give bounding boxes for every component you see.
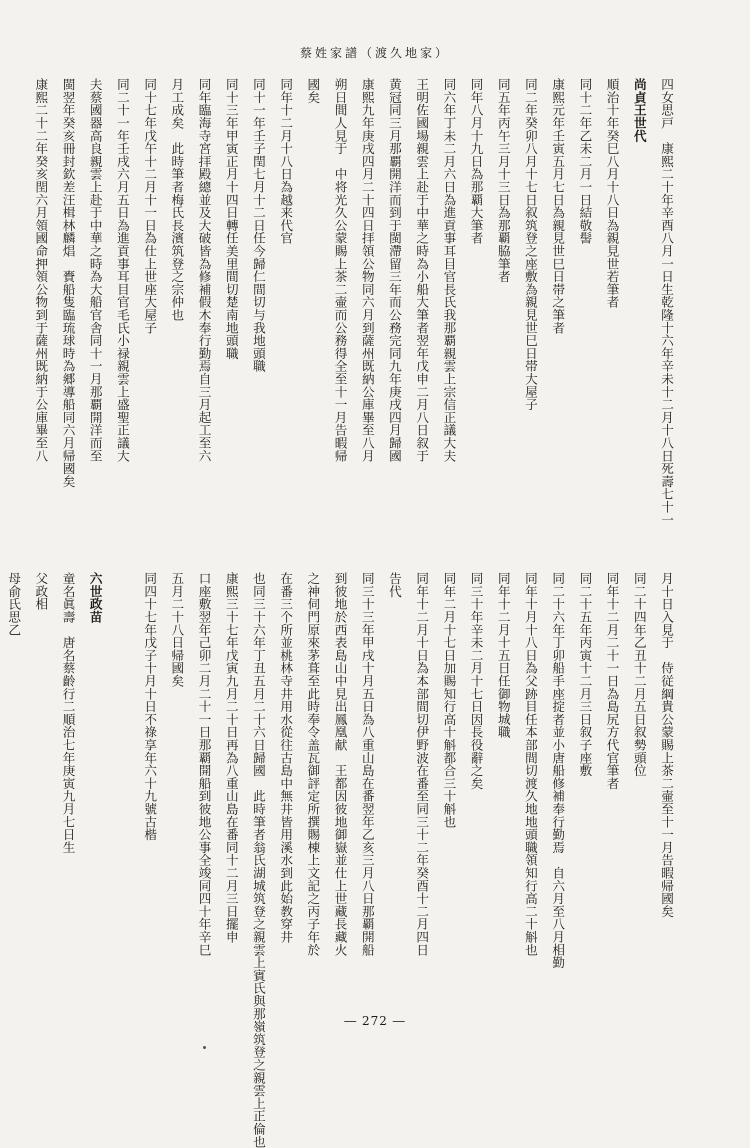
text-column: 口座敷翌年己卯二月二十一日那覇開船到彼地公事全竣同四十年辛巳 <box>196 572 212 956</box>
page-header: 蔡姓家譜（渡久地家） <box>299 46 450 60</box>
page-number: ― 272 ― <box>344 1014 406 1028</box>
text-column: 之神伺門原來茅葺至此時奉令盖瓦御評定所撰賜棟上文記之丙子年於 <box>305 572 321 956</box>
text-column: 同四十七年戊子十月十日不祿享年六十九號古楷 <box>142 572 158 841</box>
text-column: 尚貞王世代 <box>631 78 647 142</box>
text-column: 朔日間人見于 中将光久公蒙賜上茶二壷而公務得全至十一月告暇帰 <box>332 78 348 462</box>
text-column: 同年十二月十五日任御物城職 <box>495 572 511 739</box>
text-column: 告代 <box>386 572 402 598</box>
text-column: 同年八月十九日為那覇大筆者 <box>468 78 484 245</box>
text-column: 同年十二月十日為本部間切伊野波在番至同三十二年癸酉十二月四日 <box>414 572 430 956</box>
text-column: 順治十年癸巳八月十八日為親見世若筆者 <box>604 78 620 309</box>
text-column: 夫蔡國器高良親雲上赴于中華之時為大船官舎同十一月那覇開洋而至 <box>87 78 103 462</box>
text-column: 五月二十八日帰國矣 <box>169 572 185 688</box>
text-column: 同二年癸卯八月十七日叙筑登之座敷為親見世巳日帯大屋子 <box>522 78 538 411</box>
text-column: 月十日入見于 侍従綱貴公蒙賜上茶二壷至十一月告暇帰國矣 <box>659 572 674 918</box>
text-column: 四女思戸 康熙二十年辛酉八月一日生乾隆十六年辛未十二月十八日死壽七十一 <box>659 78 674 526</box>
text-column: 同十二年乙未二月一日結敬髻 <box>577 78 593 245</box>
text-column: 同二十六年丁卯船手座掟者並小唐船修補奉行勤焉 自六月至八月相勤 <box>550 572 566 969</box>
text-column: 康熙元年壬寅五月七日為親見世巳日帯之筆者 <box>550 78 566 334</box>
text-column: 同二十五年丙寅十二月三日叙子座敷 <box>577 572 593 777</box>
text-column: 王明佐國場親雲上赴于中華之時為小船大筆者翌年戊申二月八日叙于 <box>414 78 430 462</box>
text-column: 同六年丁未二月六日為進貢事耳目官長氏我那覇親雲上宗信正議大夫 <box>441 78 457 462</box>
text-column: 國矣 <box>305 78 321 104</box>
text-column: 在番三个所並桃林寺井用水從往古島中無井皆用溪水到此始教穿井 <box>278 572 294 944</box>
text-column: 同十一年壬子閏七月十二日任今歸仁間切与我地頭職 <box>250 78 266 373</box>
text-column: 黄冠同三月那覇開洋而到于閩滯留三年而公務完同九年庚戌四月歸國 <box>386 78 402 462</box>
text-column: 童名眞壽 唐名蔡齡行二順治七年庚寅九月七日生 <box>60 572 76 854</box>
text-column: 康熙三十七年戊寅九月二十日再為八重山島在番同十二月三日擺申 <box>223 572 239 944</box>
text-column: 同五年丙午三月十三日為那覇脇筆者 <box>495 78 511 283</box>
text-column: 康熙二十二年癸亥閏六月領國命押領公物到于薩州既納于公庫畢至八 <box>33 78 49 462</box>
text-column: 同二十一年壬戌六月五日為進貢事耳目官毛氏小禄親雲上盛聖正議大 <box>114 78 130 462</box>
text-column: 同年臨海寺宮拝殿總並及大破皆為修補假木奉行勤焉自三月起工至六 <box>196 78 212 462</box>
text-column: 同年十月十八日為父跡目任本部間切渡久地地頭職領知行高二十斛也 <box>522 572 538 956</box>
text-column <box>109 572 136 1020</box>
text-column: 同年十二月二十一日為島尻方代官筆者 <box>604 572 620 790</box>
scan-speck <box>203 1046 206 1049</box>
text-column: 同二十四年乙丑十二月五日叙勢頭位 <box>631 572 647 777</box>
text-column: 同年十二月十八日為越来代官 <box>278 78 294 245</box>
text-column: 到彼地於西表島山中見出鳳凰献 王都因彼地御嶽並仕上世藏長藏火 <box>332 572 348 956</box>
text-column: 母俞氏思乙 <box>6 572 22 636</box>
text-column: 閩翌年癸亥冊封欽差汪楫林麟焻 賚船隻臨琉球時為郷導船同六月帰國矣 <box>60 78 76 488</box>
text-column: 父政相 <box>33 572 49 611</box>
text-column: 六世政苗 <box>87 572 103 624</box>
text-column: 月工成矣 此時筆者梅氏長濱筑登之宗仲也 <box>169 78 185 322</box>
text-column: 康熙九年庚戌四月二十四日拝領公物同六月到薩州既納公庫畢至八月 <box>359 78 375 462</box>
upper-text-block <box>27 78 680 558</box>
text-column: 同三十三年甲戌十月五日為八重山島在番翌年乙亥三月八日那覇開船 <box>359 572 375 956</box>
text-column: 同十三年甲寅正月十四日轉任美里間切楚南地頭職 <box>223 78 239 360</box>
text-column: 也同三十六年丁丑五月二十六日歸國 此時筆者翁氏湖城筑登之親雲上賓氏與那嶺筑登之親雲上正倫也 <box>250 572 266 1148</box>
text-column: 同十七年戊午十二月十一日為仕上世座大屋子 <box>142 78 158 334</box>
text-column: 同年二月十七日加賜知行高十斛都合三十斛也 <box>441 572 457 828</box>
text-column: 同三十年辛未二月十七日因長役辭之矣 <box>468 572 484 790</box>
